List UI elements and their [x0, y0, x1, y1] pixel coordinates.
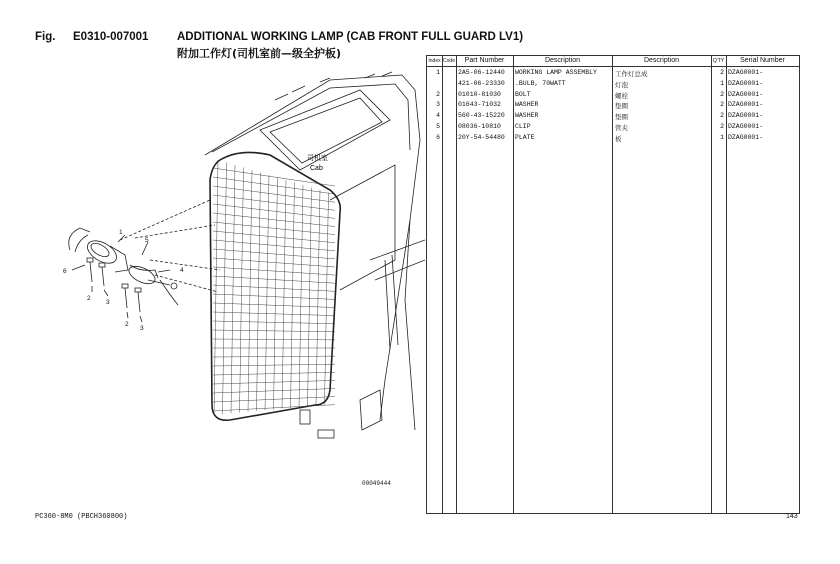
table-row: [427, 99, 799, 110]
callout-2b: 2: [125, 321, 129, 328]
row-qty: 1: [720, 79, 724, 87]
row-description: PLATE: [515, 133, 535, 141]
row-serial: DZAG0001-: [728, 69, 764, 76]
row-qty: 2: [720, 112, 724, 120]
row-description-cn: 管夹: [615, 124, 628, 132]
row-serial: DZAG0001-: [728, 90, 764, 98]
header-qty: Q'TY: [712, 58, 725, 64]
figure-code: E0310-007001: [73, 31, 149, 43]
row-qty: 2: [720, 69, 724, 76]
row-part-number: 08036-10810: [458, 123, 501, 130]
row-part-number: 01010-81030: [458, 90, 501, 98]
row-part-number: 20Y-54-54480: [458, 133, 505, 141]
cab-label-cn: 司机室: [307, 155, 328, 162]
row-index: 3: [436, 101, 440, 109]
row-description: .BULB, 70WATT: [515, 79, 566, 87]
table-row: [427, 78, 799, 89]
row-index: 1: [436, 69, 440, 76]
row-serial: DZAG0001-: [728, 133, 764, 141]
row-serial: DZAG0001-: [728, 101, 764, 109]
callout-1: 1: [119, 229, 123, 236]
figure-title: ADDITIONAL WORKING LAMP (CAB FRONT FULL GUARD LV1): [177, 31, 524, 43]
callout-6: 6: [63, 268, 67, 275]
table-row: [427, 67, 799, 78]
row-qty: 2: [720, 90, 724, 98]
callout-5: 5: [145, 237, 149, 244]
drawing-number: 00049444: [362, 480, 391, 487]
row-index: 5: [436, 123, 440, 130]
row-description-cn: 垫圈: [615, 102, 628, 111]
row-description: WASHER: [515, 112, 539, 120]
cab-label: Cab: [310, 165, 323, 172]
row-part-number: 01643-71032: [458, 101, 501, 109]
callout-4: 4: [180, 267, 184, 274]
figure-title-chinese: 附加工作灯(司机室前—级全护板): [177, 47, 342, 60]
header-part-number: Part Number: [464, 57, 505, 64]
header-description: Description: [544, 57, 580, 64]
table-header: [427, 56, 799, 67]
row-serial: DZAG0001-: [728, 112, 764, 120]
figure-label: Fig.: [35, 31, 56, 43]
row-description: WORKING LAMP ASSEMBLY: [515, 69, 597, 76]
parts-drawing: [30, 60, 425, 500]
header-index: Index: [428, 58, 441, 64]
table-row: [427, 110, 799, 121]
row-index: 2: [436, 90, 440, 98]
callout-2: 2: [87, 295, 91, 302]
row-index: 6: [436, 133, 440, 141]
row-description-cn: 垫圈: [615, 113, 628, 122]
page-number: 143: [786, 513, 798, 520]
row-serial: DZAG0001-: [728, 123, 764, 130]
row-description-cn: 灯泡: [615, 80, 628, 89]
row-description-cn: 螺栓: [615, 91, 628, 100]
row-description: BOLT: [515, 90, 531, 98]
table-row: [427, 121, 799, 132]
row-description-cn: 板: [615, 134, 622, 143]
row-description: CLIP: [515, 123, 531, 130]
row-qty: 2: [720, 101, 724, 109]
row-description-cn: 工作灯总成: [615, 70, 648, 78]
row-description: WASHER: [515, 101, 539, 109]
row-serial: DZAG0001-: [728, 79, 764, 87]
header-code: Code: [443, 58, 455, 64]
row-qty: 1: [720, 133, 724, 141]
table-row: [427, 132, 799, 143]
header-description-cn: Description: [643, 57, 679, 64]
row-index: 4: [436, 112, 440, 120]
footer-model: PC360-8M0 (PBCH360800): [35, 513, 128, 521]
callout-3: 3: [106, 299, 110, 306]
row-part-number: 2A5-06-12440: [458, 69, 505, 76]
row-part-number: 560-43-15220: [458, 112, 505, 120]
table-row: [427, 89, 799, 100]
header-serial: Serial Number: [740, 57, 785, 64]
row-qty: 2: [720, 123, 724, 130]
row-part-number: 421-06-23330: [458, 79, 505, 87]
callout-3b: 3: [140, 325, 144, 332]
parts-table: [426, 55, 800, 514]
